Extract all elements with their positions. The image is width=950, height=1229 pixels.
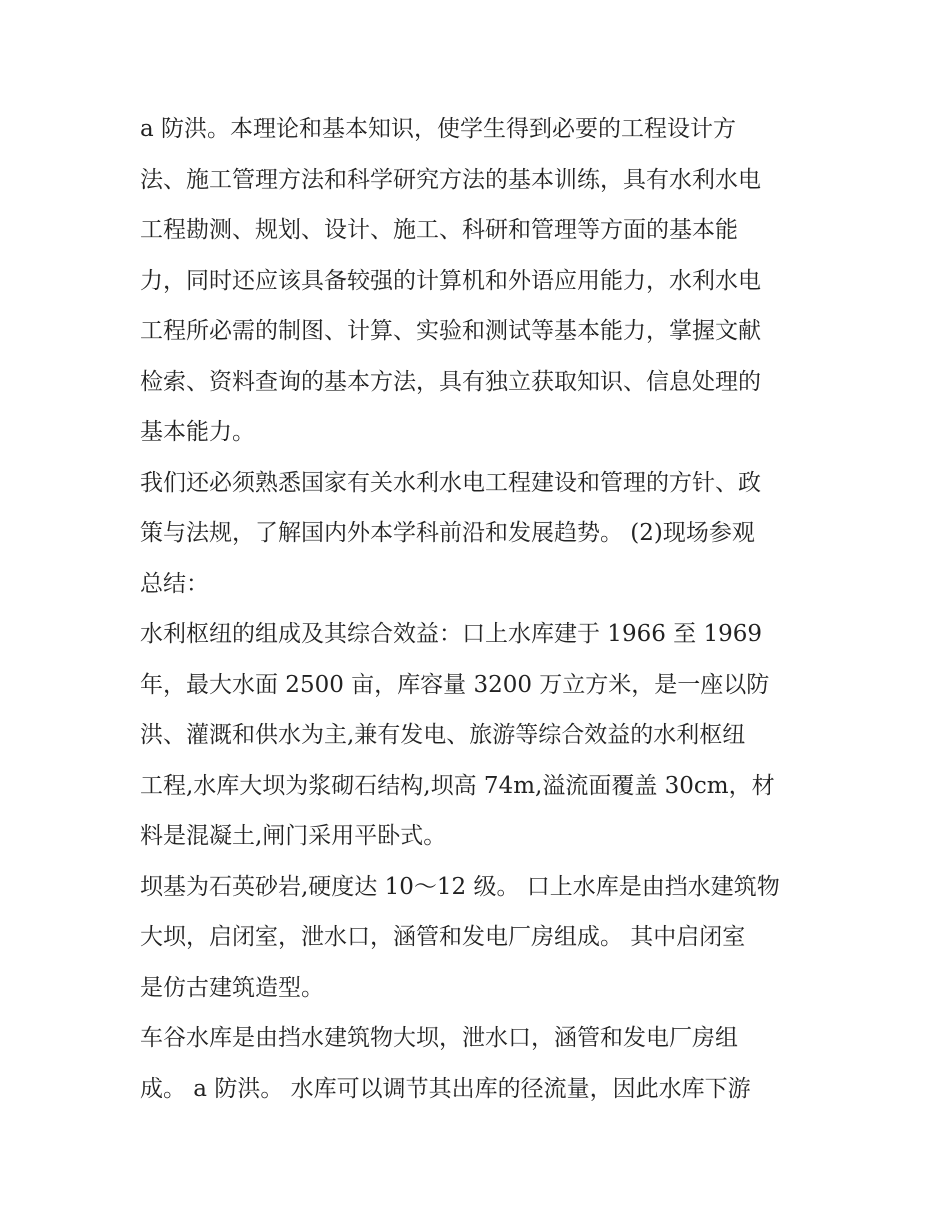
text-line: 策与法规，了解国内外本学科前沿和发展趋势。 (2)现场参观 xyxy=(140,520,755,546)
text-line: a 防洪。本理论和基本知识，使学生得到必要的工程设计方 xyxy=(140,116,737,142)
text-line: 基本能力。 xyxy=(140,419,255,445)
text-line: 力，同时还应该具备较强的计算机和外语应用能力，水利水电 xyxy=(140,267,761,294)
text-line: 工程勘测、规划、设计、施工、科研和管理等方面的基本能 xyxy=(140,217,738,243)
text-line: 法、施工管理方法和科学研究方法的基本训练，具有水利水电 xyxy=(140,166,761,193)
paragraph-1 xyxy=(140,104,830,458)
text-line: 我们还必须熟悉国家有关水利水电工程建设和管理的方针、政 xyxy=(140,469,761,496)
paragraph-5 xyxy=(140,1013,830,1114)
paragraph-2 xyxy=(140,458,830,610)
text-line: 大坝，启闭室，泄水口，涵管和发电厂房组成。 其中启闭室 xyxy=(140,924,746,950)
text-line: 工程所必需的制图、计算、实验和测试等基本能力，掌握文献 xyxy=(140,318,761,344)
text-line: 洪、灌溉和供水为主,兼有发电、旅游等综合效益的水利枢纽 xyxy=(140,722,746,748)
paragraph-3 xyxy=(140,609,830,862)
text-line: 车谷水库是由挡水建筑物大坝，泄水口，涵管和发电厂房组 xyxy=(140,1025,738,1051)
text-line: 是仿古建筑造型。 xyxy=(140,974,324,1001)
document-body xyxy=(140,104,830,1114)
text-line: 年，最大水面 2500 亩，库容量 3200 万立方米，是一座以防 xyxy=(140,671,770,698)
paragraph-4 xyxy=(140,862,830,1014)
text-line: 成。 a 防洪。 水库可以调节其出库的径流量，因此水库下游 xyxy=(140,1075,751,1102)
text-line: 水利枢纽的组成及其综合效益：口上水库建于 1966 至 1969 xyxy=(140,621,762,647)
text-line: 检索、资料查询的基本方法，具有独立获取知识、信息处理的 xyxy=(140,368,761,395)
text-line: 工程,水库大坝为浆砌石结构,坝高 74m,溢流面覆盖 30cm，材 xyxy=(140,772,775,799)
text-line: 坝基为石英砂岩,硬度达 10～12 级。 口上水库是由挡水建筑物 xyxy=(140,873,780,900)
text-line: 料是混凝土,闸门采用平卧式。 xyxy=(140,823,447,849)
text-line: 总结： xyxy=(140,570,209,597)
